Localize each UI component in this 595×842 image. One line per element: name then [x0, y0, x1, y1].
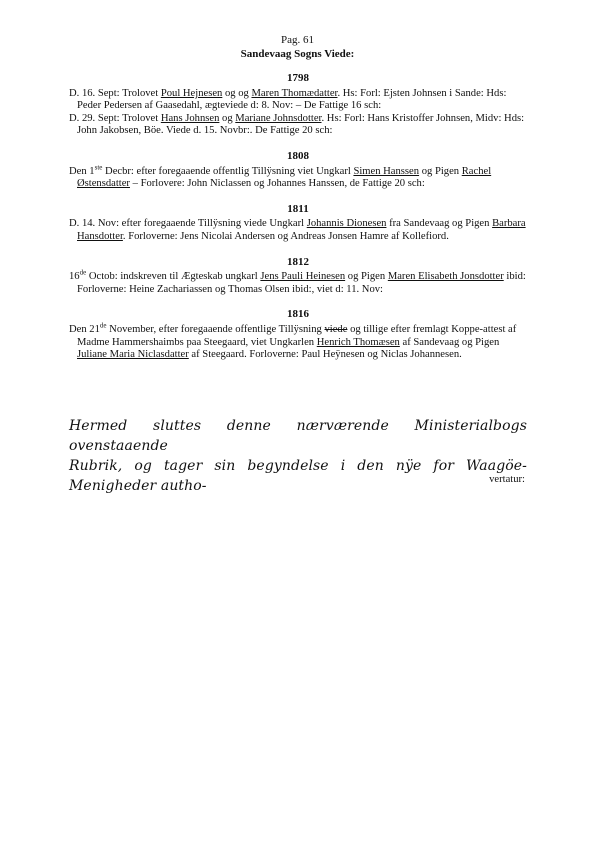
- page-number: Pag. 61: [281, 34, 314, 46]
- year-heading: 1811: [287, 202, 309, 215]
- marriage-entry: [69, 218, 527, 243]
- entry-text: og og: [222, 87, 252, 99]
- entry-text: ibid: Forloverne: Heine Zachariassen og Thomas Olsen ibid:, viet d: 11. Nov:: [77, 271, 526, 295]
- struck-text: viede: [324, 323, 348, 335]
- page-title: Sandevaag Sogns Viede:: [240, 48, 355, 60]
- person-name: Maren Elisabeth Jonsdotter: [387, 271, 504, 283]
- person-name: Simen Hanssen: [353, 165, 420, 177]
- entry-text: . Hs: Forl: Ejsten Johnsen i Sande: Hds: Peder Pedersen af Gaasedahl, ægteviede d: 8. Nov: – De Fattige 16 sch:: [77, 87, 507, 112]
- entry-text: . Forloverne: Jens Nicolai Andersen og Andreas Jonsen Hamre af Kollefiord.: [122, 230, 449, 242]
- year-heading: 1812: [287, 255, 309, 268]
- vertatur-note: vertatur:: [489, 474, 525, 485]
- marriage-entry: [69, 268, 527, 296]
- year-section-1816: [69, 308, 527, 361]
- entry-text: og: [219, 112, 236, 124]
- marriage-entry: [69, 113, 527, 138]
- person-name: Johannis Dionesen: [306, 218, 387, 230]
- person-name: Jens Pauli Heinesen: [260, 271, 346, 283]
- person-name: Hans Johnsen: [160, 112, 220, 124]
- marriage-entry: [69, 163, 527, 191]
- entry-text: 16: [69, 271, 80, 283]
- entry-text: D. 14. Nov: efter foregaaende Tillÿsning viede Ungkarl: [69, 218, 307, 230]
- person-name: Rachel Østensdatter: [77, 165, 492, 190]
- register-entries: [69, 72, 527, 374]
- ordinal-suffix: ste: [94, 163, 103, 172]
- person-name: Barbara Hansdotter: [77, 218, 526, 242]
- entry-text: November, efter foregaaende offentlige Tillÿsning: [106, 323, 325, 335]
- entry-text: Decbr: efter foregaaende offentlig Tillÿsning viet Ungkarl: [102, 165, 354, 177]
- person-name: Henrich Thomæsen: [316, 336, 400, 348]
- marriage-entry: [69, 321, 527, 362]
- year-heading: 1816: [287, 308, 309, 321]
- entry-text: fra Sandevaag og Pigen: [386, 218, 493, 230]
- entry-text: Den 21: [69, 323, 100, 335]
- person-name: Juliane Maria Niclasdatter: [77, 349, 189, 361]
- closing-note-line-1: Hermed sluttes denne nærværende Ministerialbogs ovenstaaende: [69, 418, 527, 454]
- year-heading: 1808: [287, 149, 309, 162]
- entry-text: . Hs: Forl: Hans Kristoffer Johnsen, Midv: Hds: John Jakobsen, Böe. Viede d. 15. Novbr:. De Fattige 20 sch:: [77, 112, 525, 137]
- ordinal-suffix: de: [79, 268, 87, 277]
- year-section-1811: [69, 203, 527, 244]
- entry-text: af Steegaard. Forloverne: Paul Heÿnesen og Niclas Johannesen.: [188, 349, 462, 361]
- marriage-entry: [69, 88, 527, 113]
- person-name: Maren Thomædatter: [251, 87, 338, 99]
- year-section-1812: [69, 256, 527, 297]
- person-name: Poul Hejnesen: [160, 87, 223, 99]
- entry-text: Octob: indskreven til Ægteskab ungkarl: [86, 271, 261, 283]
- entry-text: og Pigen: [419, 165, 462, 177]
- entry-text: og Pigen: [345, 271, 388, 283]
- ordinal-suffix: de: [99, 321, 107, 330]
- entry-text: af Sandevaag og Pigen: [399, 336, 500, 348]
- closing-note-line-2: Rubrik, og tager sin begyndelse i den nÿe for Waagöe-Menigheder autho-: [69, 458, 527, 494]
- entry-text: og tillige efter fremlagt Koppe-attest af Madme Hammershaimbs paa Steegaard, viet Ungkarlen: [77, 323, 517, 348]
- year-heading: 1798: [287, 72, 309, 84]
- closing-handwritten-note: [69, 416, 527, 496]
- entry-text: Den 1: [69, 165, 95, 177]
- year-section-1798: [69, 72, 527, 138]
- year-section-1808: [69, 150, 527, 191]
- entry-text: – Forlovere: John Niclassen og Johannes Hanssen, de Fattige 20 sch:: [129, 178, 425, 190]
- entry-text: D. 16. Sept: Trolovet: [69, 87, 161, 99]
- person-name: Mariane Johnsdotter: [235, 112, 322, 124]
- entry-text: D. 29. Sept: Trolovet: [69, 112, 161, 124]
